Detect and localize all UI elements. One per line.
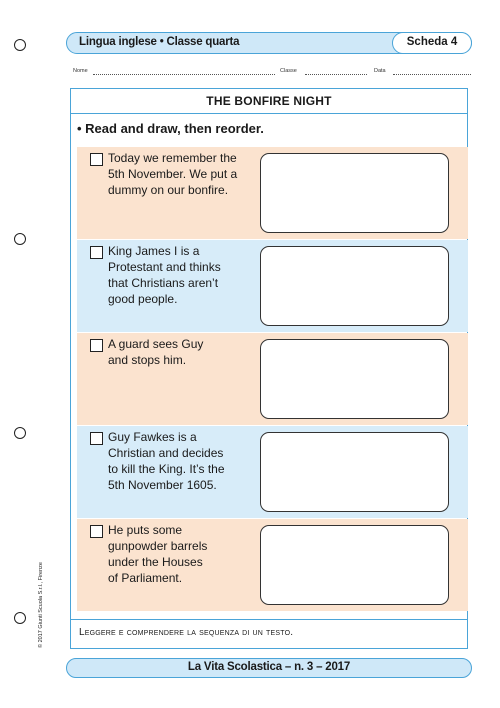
binder-hole-4 (14, 612, 26, 624)
student-info-row (73, 68, 471, 78)
story-item-2 (77, 240, 468, 332)
worksheet-number: Scheda 4 (406, 36, 458, 48)
date-field[interactable] (393, 74, 471, 75)
drawing-box-4[interactable] (260, 432, 449, 512)
magazine-footer-bar (66, 658, 472, 678)
story-text-1: Today we remember the 5th November. We put a dummy on our bonfire. (108, 151, 238, 197)
order-checkbox-1[interactable] (90, 153, 103, 166)
header-bar (66, 32, 472, 54)
story-item-3 (77, 333, 468, 425)
story-item-5 (77, 519, 468, 611)
story-text-3: A guard sees Guy and stops him. (108, 337, 204, 367)
class-field[interactable] (305, 74, 367, 75)
subject-title: Lingua inglese • Classe quarta (79, 36, 240, 48)
instruction: • Read and draw, then reorder. (77, 121, 264, 136)
worksheet (70, 88, 468, 649)
date-label: Data (374, 68, 386, 74)
order-checkbox-4[interactable] (90, 432, 103, 445)
name-field[interactable] (93, 74, 275, 75)
story-text-4: Guy Fawkes is a Christian and decides to kill the King. It’s the 5th November 1605. (108, 430, 225, 492)
order-checkbox-2[interactable] (90, 246, 103, 259)
binder-hole-3 (14, 427, 26, 439)
magazine-issue: La Vita Scolastica – n. 3 – 2017 (187, 661, 351, 673)
story-item-1 (77, 147, 468, 239)
story-item-4 (77, 426, 468, 518)
binder-hole-1 (14, 39, 26, 51)
name-label: Nome (73, 68, 88, 74)
learning-objective: Leggere e comprendere la sequenza di un testo. (79, 627, 294, 638)
drawing-box-2[interactable] (260, 246, 449, 326)
class-label: Classe (280, 68, 297, 74)
story-text-2: King James I is a Protestant and thinks that Christians aren’t good people. (108, 244, 221, 306)
drawing-box-1[interactable] (260, 153, 449, 233)
title-divider (71, 113, 467, 114)
footer-divider (71, 619, 467, 620)
worksheet-number-tab (392, 32, 472, 54)
story-text-5: He puts some gunpowder barrels under the Houses of Parliament. (108, 523, 208, 585)
order-checkbox-5[interactable] (90, 525, 103, 538)
drawing-box-5[interactable] (260, 525, 449, 605)
worksheet-title: THE BONFIRE NIGHT (206, 94, 332, 108)
copyright-notice: © 2017 Giunti Scuola S.r.l., Firenze (38, 562, 44, 648)
drawing-box-3[interactable] (260, 339, 449, 419)
order-checkbox-3[interactable] (90, 339, 103, 352)
binder-hole-2 (14, 233, 26, 245)
